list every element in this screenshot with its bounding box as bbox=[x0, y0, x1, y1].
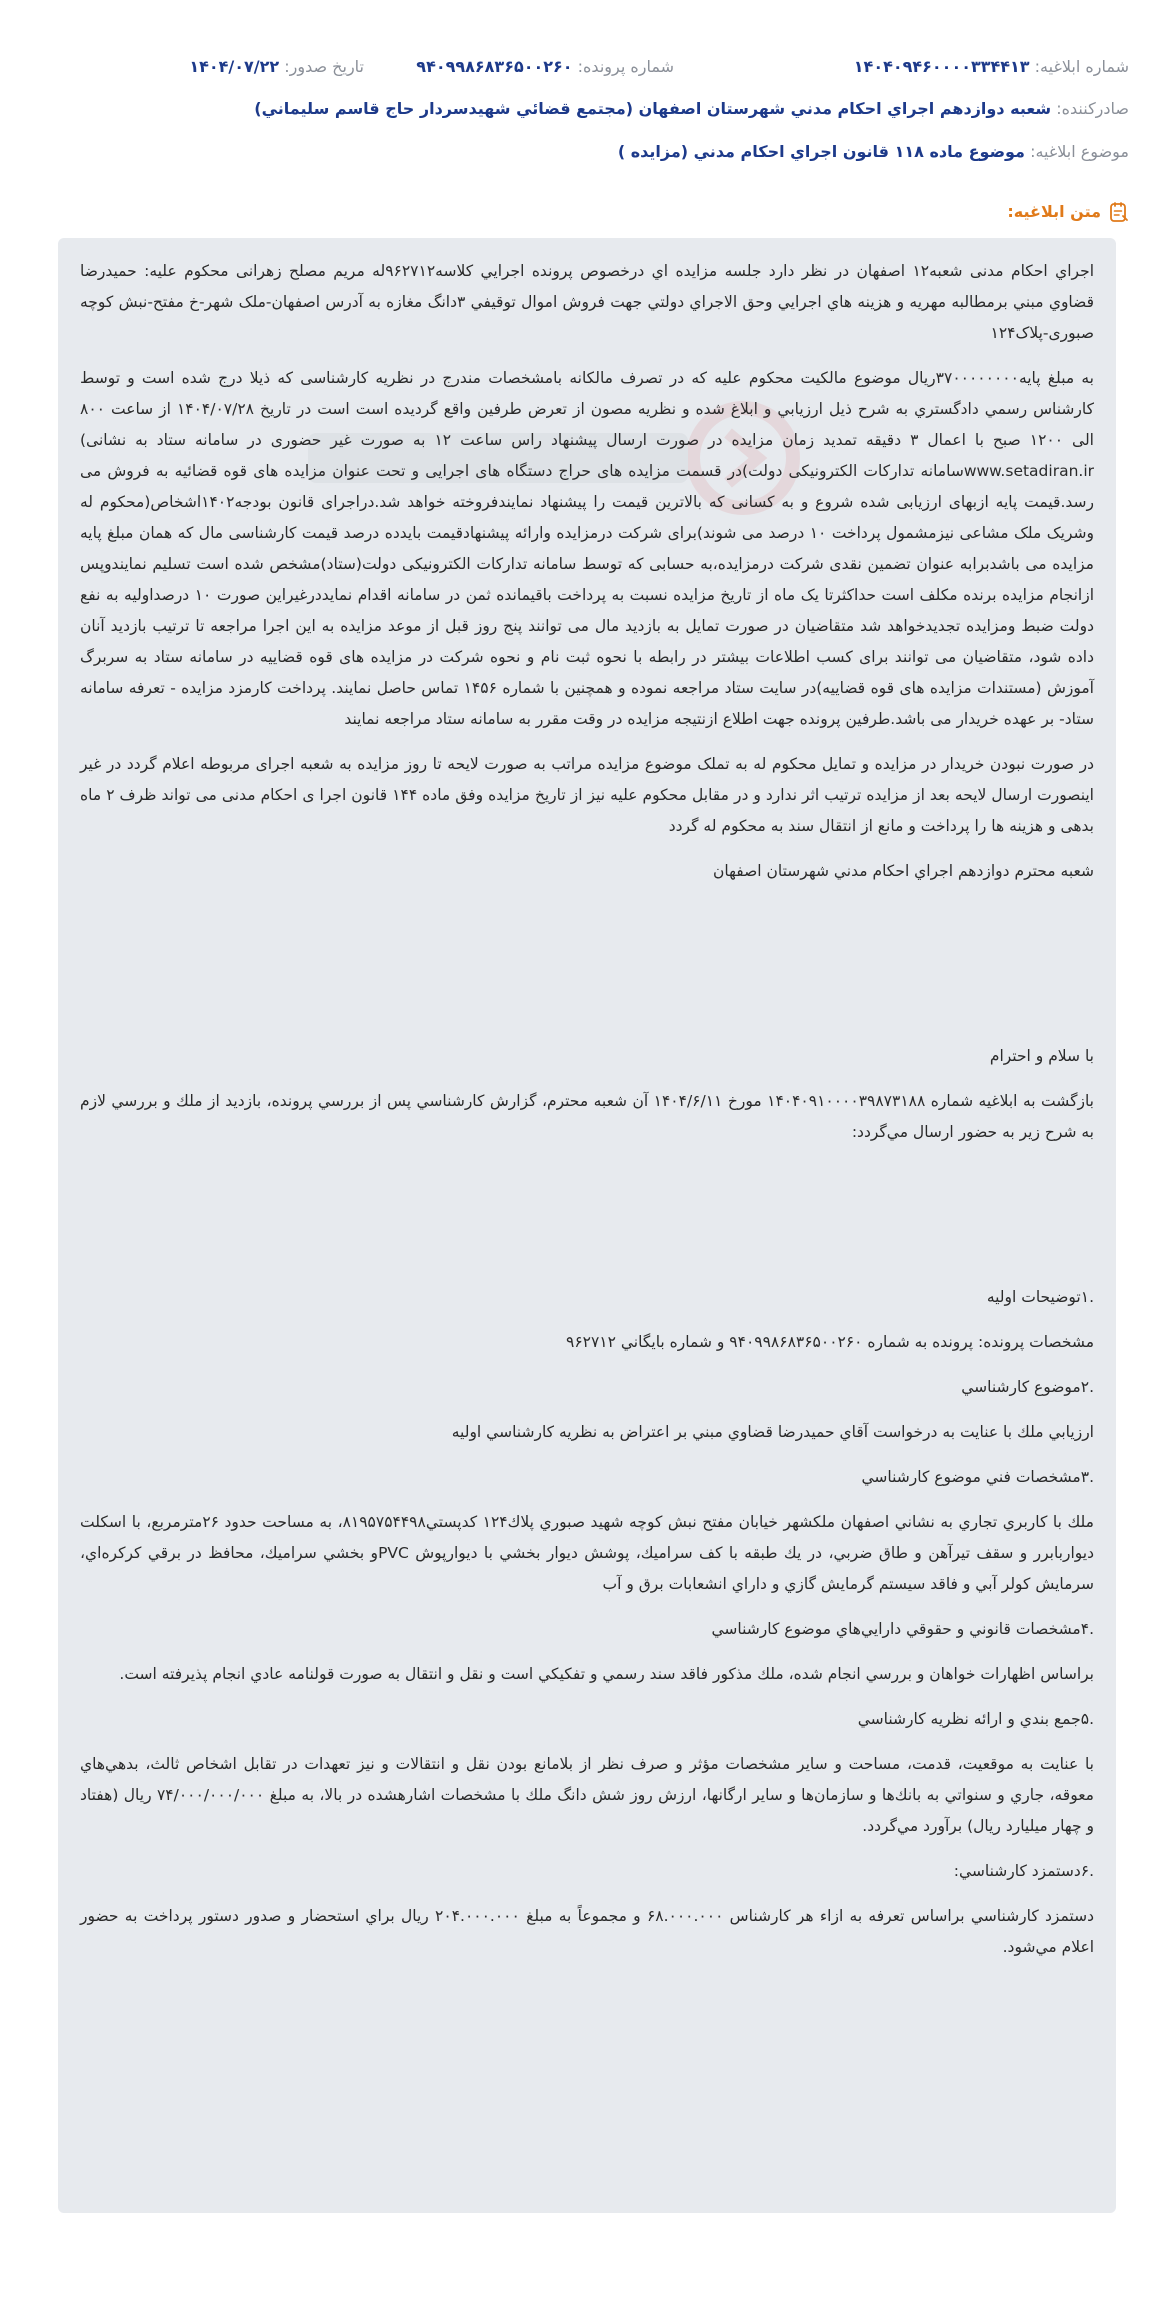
notice-number bbox=[854, 52, 1129, 82]
report-fee: دستمزد كارشناسي براساس تعرفه به ازاء هر كارشناس ۶۸.۰۰۰.۰۰۰ و مجموعاً به مبلغ ۲۰۴.۰۰۰.۰۰۰ ريال براي استحضار و صدور دستور پرداخت به حضور اعلام مي‌شود. bbox=[80, 1907, 1094, 1956]
document-icon bbox=[1109, 201, 1129, 223]
issue-date-value: ۱۴۰۴/۰۷/۲۲ bbox=[189, 57, 280, 76]
report-heading-5: .۵جمع بندي و ارائه نظريه كارشناسي bbox=[857, 1710, 1094, 1728]
notice-text-heading bbox=[1007, 197, 1129, 227]
notice-number-value: ۱۴۰۴۰۹۴۶۰۰۰۰۳۳۴۴۱۳ bbox=[853, 57, 1030, 76]
case-number-label: شماره پرونده: bbox=[577, 57, 674, 76]
report-subject: ارزيابي ملك با عنايت به درخواست آقاي حميدرضا قضاوي مبني بر اعتراض به نظريه كارشناسي اوليه bbox=[451, 1423, 1094, 1441]
case-number-value: ۹۴۰۹۹۸۶۸۳۶۵۰۰۲۶۰ bbox=[416, 57, 573, 76]
notice-paragraph-1: اجراي احكام مدنی شعبه۱۲ اصفهان در نظر دارد جلسه مزايده اي درخصوص پرونده اجرايي كلاسه۹۶۲۷۱۲له مریم مصلح زهرانی محكوم عليه: حمیدرضا قضاوي مبني برمطالبه مهریه و هزينه هاي اجرايي وحق الاجراي دولتي جهت فروش اموال توقيفي ۳دانگ مغازه به آدرس اصفهان-ملک شهر-خ مفتح-نبش کوچه صبوری-پلاک۱۲۴ bbox=[80, 262, 1095, 342]
subject-value: موضوع ماده ۱۱۸ قانون اجراي احكام مدني (مزايده ) bbox=[617, 142, 1025, 161]
report-heading-3: .۳مشخصات فني موضوع كارشناسي bbox=[861, 1468, 1094, 1486]
report-heading-4: .۴مشخصات قانوني و حقوقي دارايي‌هاي موضوع كارشناسي bbox=[711, 1620, 1094, 1638]
issuer-value: شعبه دوازدهم اجراي احكام مدني شهرستان اصفهان (مجتمع قضائي شهيدسردار حاج قاسم سليماني) bbox=[254, 99, 1052, 118]
blank-space bbox=[80, 1162, 1094, 1282]
issue-date bbox=[189, 52, 364, 82]
subject-row bbox=[45, 137, 1129, 167]
report-intro: بازگشت به ابلاغيه شماره ۱۴۰۴۰۹۱۰۰۰۰۳۹۸۷۳۱۸۸ مورخ ۱۴۰۴/۶/۱۱ آن شعبه محترم، گزارش كارشناسي پس از بررسي پرونده، بازديد از ملك و بررسي لازم به شرح زير به حضور ارسال مي‌گردد: bbox=[80, 1092, 1094, 1141]
notice-paragraph-2: به مبلغ پايه۳۷۰۰۰۰۰۰۰۰ريال موضوع مالكيت محكوم عليه كه در تصرف مالكانه بامشخصات مندرج در نظريه كارشناسی كه ذيلا درج شده است و توسط كارشناس رسمي دادگستري به شرح ذيل ارزيابي و ابلاغ شده و نظريه مصون از تعرض طرفين واقع گرديده است است در تاريخ ۱۴۰۴/۰۷/۲۸ از ساعت ۸۰۰ الی ۱۲۰۰ صبح با اعمال ۳ دقیقه تمدید زمان مزایده در صورت ارسال پیشنهاد راس ساعت ۱۲ به صورت غیر حضوری در سامانه ستاد به نشانی) www.setadiran.irسامانه تدارکات الکترونیکی دولت)در قسمت مزایده های حراج دستگاه های اجرایی و تحت عنوان مزایده های قوه قضائیه به فروش می رسد.قیمت پایه ازبهای ارزیابی شده شروع و به کسانی که بالاترین قیمت را پیشنهاد نمایندفروخته خواهد شد.دراجرای قانون بودجه۱۴۰۲اشخاص(محکوم له وشریک ملک مشاعی نیزمشمول پرداخت ۱۰ درصد می شوند)برای شرکت درمزایده وارائه پیشنهادقیمت بایدده درصد قیمت کارشناسی مال که همان مبلغ پایه مزایده می باشدبرابه عنوان تضمین نقدی شرکت درمزایده،به حسابی که توسط سامانه تدارکات الکترونیکی دولت(ستاد)مشخص شده است تسلیم نمایندوپس ازانجام مزایده برنده مکلف است حداکثرتا یک ماه از تاریخ مزایده نسبت به پرداخت باقیمانده ثمن در سامانه اقدام نمایددرغیراین صورت ۱۰ درصداولیه به نفع دولت ضبط ومزایده تجدیدخواهد شد متقاضیان در صورت تمایل به بازدید مال می توانند پنج روز قبل از موعد مزایده به این اجرا مراجعه تا ترتیب بازدید آنان داده شود، متقاضیان می توانند برای کسب اطلاعات بیشتر در رابطه با نحوه ثبت نام و نحوه شرکت در مزایده های قوه قضاییه در سامانه ستاد به سربرگ آموزش (مستندات مزایده های قوه قضاییه)در سایت ستاد مراجعه نموده و همچنین با شماره ۱۴۵۶ تماس حاصل نمایند. پرداخت کارمزد مزایده - تعرفه سامانه ستاد- بر عهده خریدار می باشد.طرفین پرونده جهت اطلاع ازنتیجه مزایده در وقت مقرر به سامانه ستاد مراجعه نمایند bbox=[80, 369, 1095, 728]
report-case-details: مشخصات پرونده: پرونده به شماره ۹۴۰۹۹۸۶۸۳۶۵۰۰۲۶۰ و شماره بايگاني ۹۶۲۷۱۲ bbox=[566, 1333, 1094, 1351]
issuer bbox=[254, 94, 1129, 124]
issuer-label: صادرکننده: bbox=[1056, 99, 1129, 118]
notice-meta-row bbox=[45, 52, 1129, 82]
report-heading-1: .۱توضيحات اوليه bbox=[986, 1288, 1094, 1306]
issuer-row bbox=[45, 94, 1129, 124]
report-greeting: با سلام و احترام bbox=[989, 1047, 1094, 1065]
notice-text-body bbox=[58, 238, 1116, 2213]
blank-space bbox=[80, 901, 1094, 1041]
report-technical-specs: ملك با كاربري تجاري به نشاني اصفهان ملكشهر خيابان مفتح نبش كوچه شهيد صبوري پلاك۱۲۴ كدپستي۸۱۹۵۷۵۴۴۹۸، به مساحت حدود ۲۶مترمربع، با اسكلت ديواربابرر و سقف تيرآهن و طاق ضربي، در يك طبقه با كف سراميك، پوشش ديوار بخشي با ديوارپوش PVCو بخشي سراميك، محافظ در برقي كركره‌اي، سرمايش كولر آبي و فاقد سيستم گرمايش گازي و داراي انشعابات برق و آب bbox=[80, 1513, 1095, 1593]
report-legal-specs: براساس اظهارات خواهان و بررسي انجام شده، ملك مذكور فاقد سند رسمي و تفكيكي است و نقل و انتقال به صورت قولنامه عادي انجام پذيرفته است. bbox=[119, 1665, 1094, 1683]
subject-label: موضوع ابلاغیه: bbox=[1030, 142, 1129, 161]
report-heading-6: .۶دستمزد كارشناسي: bbox=[953, 1862, 1094, 1880]
notice-number-label: شماره ابلاغیه: bbox=[1034, 57, 1129, 76]
report-conclusion: با عنايت به موقعيت، قدمت، مساحت و ساير مشخصات مؤثر و صرف نظر از بلامانع بودن نقل و انتقالات و نيز تعهدات در تقابل اشخاص ثالث، بدهي‌هاي معوقه، جاري و سنواتي به بانك‌ها و سازمان‌ها و ساير ارگانها، ارزش روز شش دانگ ملك با مشخصات اشارهشده در بالا، به مبلغ ۷۴/۰۰۰/۰۰۰/۰۰۰ ريال (هفتاد و چهار ميليارد ريال) برآورد مي‌گردد. bbox=[80, 1755, 1094, 1835]
notice-paragraph-3: در صورت نبودن خریدار در مزایده و تمایل محکوم له به تملک موضوع مزایده مراتب به صورت لایحه تا روز مزایده به شعبه اجرای مربوطه اعلام گردد در غیر اینصورت ارسال لایحه بعد از مزایده ترتیب اثر ندارد و در مقابل محکوم علیه نیز از تاریخ مزایده وفق ماده ۱۴۴ قانون اجرا ی احکام مدنی می تواند ظرف ۲ ماه بدهی و هزینه ها را پرداخت و مانع از انتقال سند به محکوم له گردد bbox=[80, 755, 1094, 835]
case-number bbox=[416, 52, 674, 82]
notice-text-title: متن ابلاغیه: bbox=[1007, 202, 1101, 221]
report-addressee: شعبه محترم دوازدهم اجراي احكام مدني شهرستان اصفهان bbox=[713, 862, 1094, 880]
issue-date-label: تاریخ صدور: bbox=[284, 57, 364, 76]
report-heading-2: .۲موضوع كارشناسي bbox=[961, 1378, 1094, 1396]
subject bbox=[618, 137, 1129, 167]
